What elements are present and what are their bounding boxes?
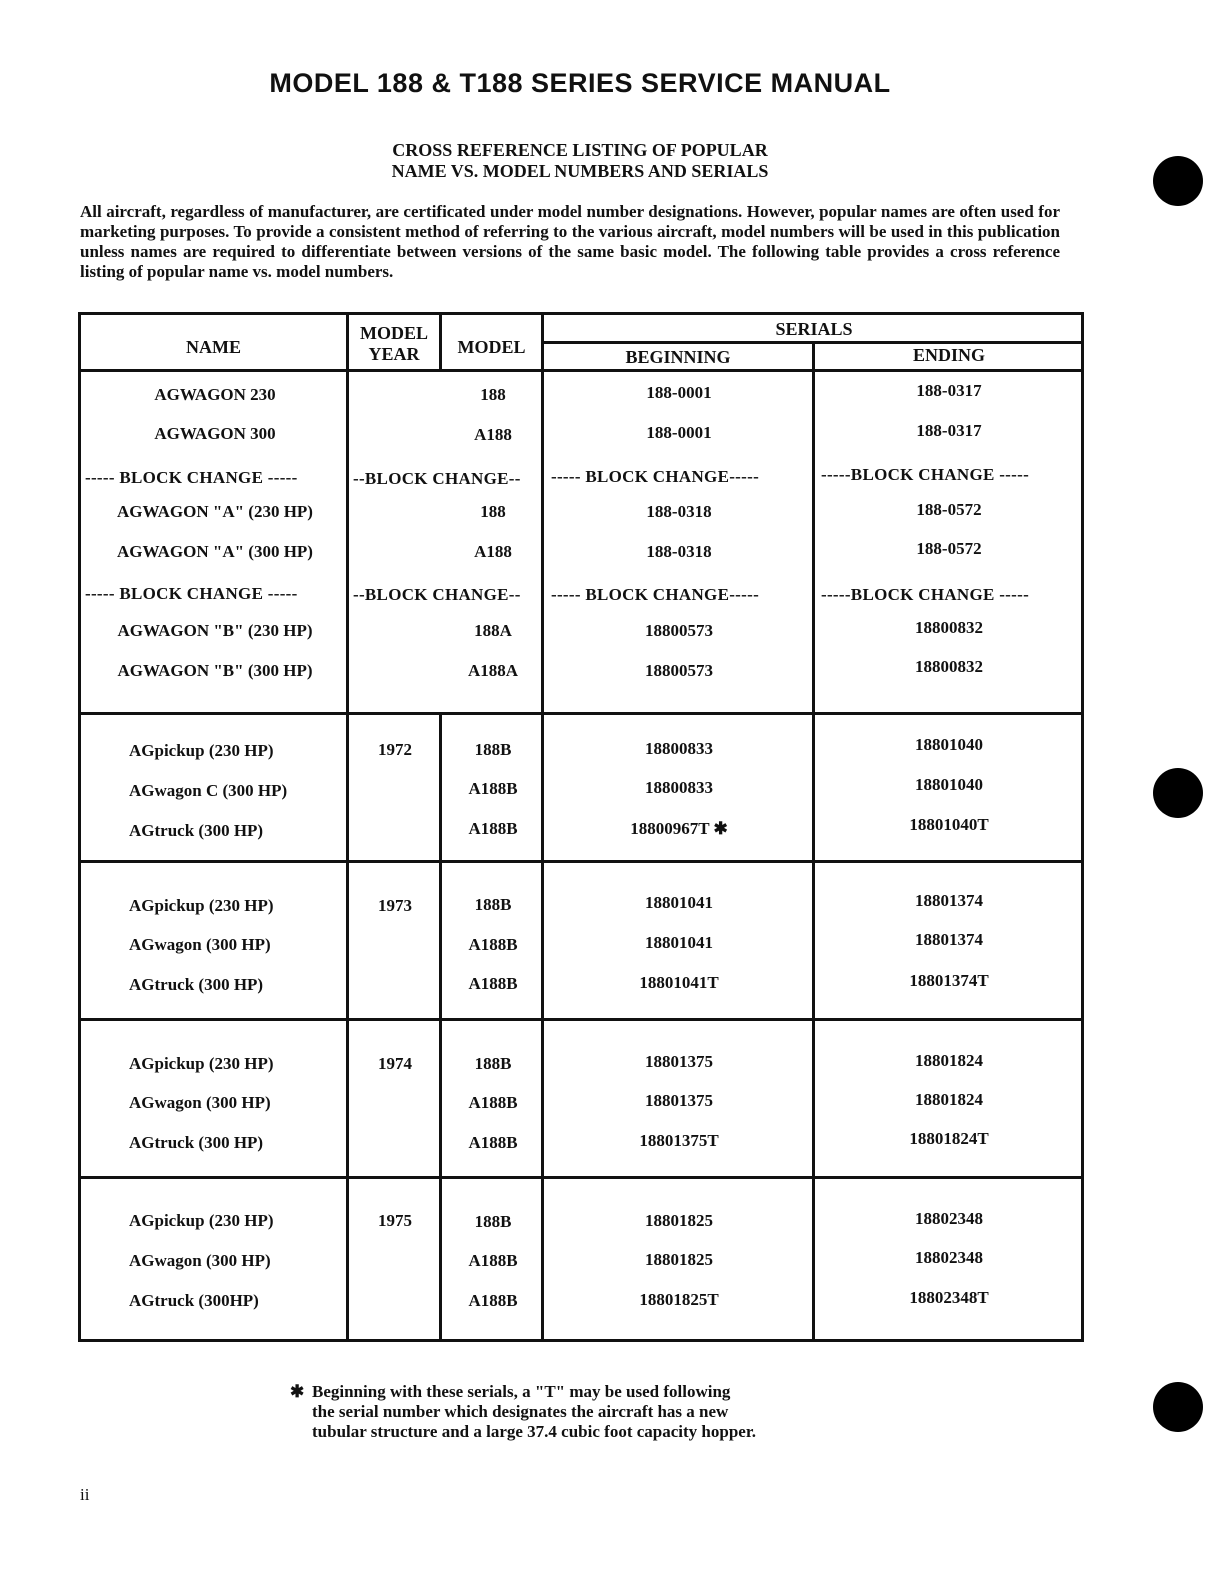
row-model: 188 <box>480 502 506 521</box>
cross-reference-table <box>78 312 1084 1342</box>
footnote <box>290 1382 890 1442</box>
header-model-year-line-1: MODEL <box>359 323 428 343</box>
row-name: AGwagon (300 HP) <box>129 1093 271 1112</box>
row-serial-end: 18801040 <box>915 735 983 754</box>
row-serial-end: 18801374 <box>915 891 983 910</box>
header-serials: SERIALS <box>775 319 853 339</box>
row-serial-end: 188-0572 <box>916 539 982 558</box>
row-serial-begin: 18800573 <box>645 621 713 640</box>
footnote-line-1: Beginning with these serials, a "T" may be used following <box>312 1382 731 1401</box>
header-model-year-line-2: YEAR <box>368 344 420 364</box>
row-name: AGpickup (230 HP) <box>129 1211 274 1230</box>
row-serial-end: 18801824 <box>915 1090 983 1109</box>
row-model-year: 1975 <box>378 1211 412 1230</box>
row-serial-end: 188-0317 <box>916 381 982 400</box>
block-change-end: -----BLOCK CHANGE ----- <box>821 585 1030 604</box>
row-serial-begin: 18801375 <box>645 1052 713 1071</box>
binder-hole-middle <box>1153 768 1203 818</box>
row-name: AGpickup (230 HP) <box>129 741 274 760</box>
footnote-line-2: the serial number which designates the aircraft has a new <box>312 1402 729 1421</box>
binder-hole-top <box>1153 156 1203 206</box>
row-serial-end: 18801824 <box>915 1051 983 1070</box>
row-name: AGwagon C (300 HP) <box>129 781 288 800</box>
row-name: AGwagon (300 HP) <box>129 1251 271 1270</box>
group-rule-2 <box>81 860 1081 863</box>
row-serial-end: 18801374T <box>909 971 989 990</box>
row-name: AGWAGON "A" (300 HP) <box>117 542 313 561</box>
group-rule-1 <box>81 712 1081 715</box>
row-model: A188B <box>468 1291 518 1310</box>
row-model: 188 <box>480 385 506 404</box>
row-model: 188B <box>474 1212 512 1231</box>
row-serial-end: 18801040 <box>915 775 983 794</box>
row-serial-begin: 18801041 <box>645 933 713 952</box>
row-serial-end: 18801040T <box>909 815 989 834</box>
page-number: ii <box>80 1485 90 1504</box>
block-change-end: -----BLOCK CHANGE ----- <box>821 465 1030 484</box>
row-serial-begin: 18800573 <box>645 661 713 680</box>
row-model: A188B <box>468 935 518 954</box>
row-model: A188B <box>468 779 518 798</box>
row-serial-begin: 18801825 <box>645 1250 713 1269</box>
col-divider-serials <box>812 341 815 1339</box>
header-model-year <box>349 323 439 365</box>
group-rule-4 <box>81 1176 1081 1179</box>
header-beginning: BEGINNING <box>625 347 731 367</box>
row-serial-end: 18800832 <box>915 618 983 637</box>
row-model: 188B <box>474 895 512 914</box>
block-change-begin: ----- BLOCK CHANGE----- <box>551 467 760 486</box>
row-model: 188B <box>474 1054 512 1073</box>
row-name: AGWAGON 300 <box>154 424 276 443</box>
binder-hole-bottom <box>1153 1382 1203 1432</box>
row-model: A188B <box>468 974 518 993</box>
row-model-year: 1974 <box>378 1054 412 1073</box>
row-serial-begin: 188-0318 <box>646 502 712 521</box>
row-model: A188B <box>468 1251 518 1270</box>
row-serial-begin: 18801041T <box>639 973 719 992</box>
asterisk-icon: ✱ <box>290 1382 305 1401</box>
row-name: AGWAGON 230 <box>154 385 276 404</box>
row-serial-begin: 18801825 <box>645 1211 713 1230</box>
col-divider-name <box>346 315 349 1339</box>
row-model: A188 <box>474 425 512 444</box>
row-name: AGtruck (300 HP) <box>129 1133 264 1152</box>
row-serial-begin: 18800833 <box>645 739 713 758</box>
header-name: NAME <box>186 337 241 357</box>
row-name: AGWAGON "A" (230 HP) <box>117 502 313 521</box>
header-model: MODEL <box>457 337 526 357</box>
row-model: A188B <box>468 819 518 838</box>
section-heading-line-2: NAME VS. MODEL NUMBERS AND SERIALS <box>391 161 769 181</box>
col-divider-year-lower <box>439 712 442 1339</box>
block-change-model: --BLOCK CHANGE-- <box>353 469 521 488</box>
header-bottom-rule <box>81 369 1081 372</box>
section-heading <box>300 140 860 182</box>
row-serial-end: 18801374 <box>915 930 983 949</box>
row-serial-begin: 18801041 <box>645 893 713 912</box>
row-serial-end: 18802348 <box>915 1209 983 1228</box>
row-model-year: 1973 <box>378 896 412 915</box>
block-change-name: ----- BLOCK CHANGE ----- <box>85 584 298 603</box>
block-change-name: ----- BLOCK CHANGE ----- <box>85 468 298 487</box>
page-title: MODEL 188 & T188 SERIES SERVICE MANUAL <box>269 68 891 98</box>
row-serial-begin: 188-0318 <box>646 542 712 561</box>
row-name: AGwagon (300 HP) <box>129 935 271 954</box>
row-serial-end: 18801824T <box>909 1129 989 1148</box>
row-serial-begin: 188-0001 <box>646 383 712 402</box>
section-heading-line-1: CROSS REFERENCE LISTING OF POPULAR <box>392 140 768 160</box>
row-name: AGtruck (300 HP) <box>129 975 264 994</box>
row-name: AGWAGON "B" (300 HP) <box>117 661 313 680</box>
row-name: AGpickup (230 HP) <box>129 896 274 915</box>
group-rule-3 <box>81 1018 1081 1021</box>
row-name: AGtruck (300 HP) <box>129 821 264 840</box>
row-serial-begin: 188-0001 <box>646 423 712 442</box>
intro-paragraph: All aircraft, regardless of manufacturer, are certificated under model number designations. However, popular names are often used for marketing purposes. To provide a consistent method of referring to the various aircraft, model numbers will be used in this publication unless names are required to differentiate between versions of the same basic model. The following table provides a cross reference listing of popular name vs. model numbers. <box>80 202 1060 281</box>
block-change-model: --BLOCK CHANGE-- <box>353 585 521 604</box>
row-model: A188B <box>468 1093 518 1112</box>
header-ending: ENDING <box>912 345 985 365</box>
row-model: A188A <box>467 661 519 680</box>
row-name: AGWAGON "B" (230 HP) <box>117 621 313 640</box>
row-serial-end: 18802348T <box>909 1288 989 1307</box>
row-serial-begin: 18801375 <box>645 1091 713 1110</box>
row-model-year: 1972 <box>378 740 412 759</box>
row-name: AGpickup (230 HP) <box>129 1054 274 1073</box>
row-model: A188 <box>474 542 512 561</box>
row-serial-begin: 18800967T ✱ <box>630 819 728 838</box>
row-serial-end: 18800832 <box>915 657 983 676</box>
row-name: AGtruck (300HP) <box>129 1291 259 1310</box>
row-model: A188B <box>468 1133 518 1152</box>
row-model: 188B <box>474 740 512 759</box>
block-change-begin: ----- BLOCK CHANGE----- <box>551 585 760 604</box>
row-serial-begin: 18801375T <box>639 1131 719 1150</box>
row-serial-begin: 18801825T <box>639 1290 719 1309</box>
row-model: 188A <box>474 621 512 640</box>
row-serial-begin: 18800833 <box>645 778 713 797</box>
row-serial-end: 18802348 <box>915 1248 983 1267</box>
row-serial-end: 188-0317 <box>916 421 982 440</box>
footnote-line-3: tubular structure and a large 37.4 cubic foot capacity hopper. <box>312 1422 757 1441</box>
row-serial-end: 188-0572 <box>916 500 982 519</box>
